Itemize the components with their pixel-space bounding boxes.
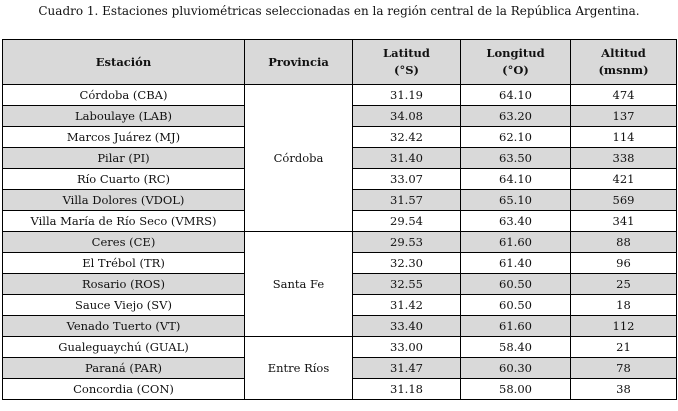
header-altitud <box>571 40 677 85</box>
table-row <box>3 337 677 358</box>
cell-altitud: 96 <box>571 253 677 274</box>
table-body <box>3 85 677 400</box>
cell-longitud: 64.10 <box>461 85 571 106</box>
cell-latitud: 34.08 <box>353 106 461 127</box>
cell-longitud: 61.60 <box>461 232 571 253</box>
header-altitud-unit: (msnm) <box>598 63 649 77</box>
cell-longitud: 65.10 <box>461 190 571 211</box>
cell-latitud: 31.19 <box>353 85 461 106</box>
cell-longitud: 61.60 <box>461 316 571 337</box>
cell-altitud: 88 <box>571 232 677 253</box>
cell-altitud: 338 <box>571 148 677 169</box>
cell-altitud: 38 <box>571 379 677 400</box>
table-caption: Cuadro 1. Estaciones pluviométricas seleccionadas en la región central de la República Argentina. <box>38 4 640 18</box>
cell-estacion: Concordia (CON) <box>3 379 245 400</box>
cell-estacion: Venado Tuerto (VT) <box>3 316 245 337</box>
header-latitud <box>353 40 461 85</box>
header-estacion-label: Estación <box>95 54 152 69</box>
header-row <box>3 40 677 85</box>
cell-longitud: 60.30 <box>461 358 571 379</box>
cell-longitud: 62.10 <box>461 127 571 148</box>
cell-latitud: 32.30 <box>353 253 461 274</box>
cell-altitud: 78 <box>571 358 677 379</box>
cell-longitud: 63.20 <box>461 106 571 127</box>
cell-estacion: Sauce Viejo (SV) <box>3 295 245 316</box>
cell-estacion: Pilar (PI) <box>3 148 245 169</box>
cell-latitud: 32.55 <box>353 274 461 295</box>
cell-longitud: 60.50 <box>461 274 571 295</box>
cell-altitud: 421 <box>571 169 677 190</box>
cell-altitud: 25 <box>571 274 677 295</box>
cell-provincia: Córdoba <box>245 85 353 232</box>
cell-estacion: El Trébol (TR) <box>3 253 245 274</box>
cell-latitud: 33.00 <box>353 337 461 358</box>
header-longitud-label: Longitud <box>486 46 545 60</box>
stations-table <box>2 39 677 400</box>
cell-estacion: Paraná (PAR) <box>3 358 245 379</box>
cell-longitud: 58.40 <box>461 337 571 358</box>
cell-longitud: 63.40 <box>461 211 571 232</box>
cell-latitud: 31.47 <box>353 358 461 379</box>
header-latitud-label: Latitud <box>383 46 430 60</box>
cell-altitud: 569 <box>571 190 677 211</box>
cell-estacion: Ceres (CE) <box>3 232 245 253</box>
header-latitud-unit: (°S) <box>394 63 419 77</box>
header-provincia-label: Provincia <box>268 54 329 69</box>
cell-estacion: Villa María de Río Seco (VMRS) <box>3 211 245 232</box>
cell-estacion: Laboulaye (LAB) <box>3 106 245 127</box>
cell-estacion: Rosario (ROS) <box>3 274 245 295</box>
cell-altitud: 21 <box>571 337 677 358</box>
header-altitud-label: Altitud <box>601 46 646 60</box>
cell-latitud: 31.42 <box>353 295 461 316</box>
cell-altitud: 18 <box>571 295 677 316</box>
cell-estacion: Río Cuarto (RC) <box>3 169 245 190</box>
cell-altitud: 112 <box>571 316 677 337</box>
header-longitud-unit: (°O) <box>502 63 529 77</box>
header-provincia <box>245 40 353 85</box>
cell-estacion: Villa Dolores (VDOL) <box>3 190 245 211</box>
cell-altitud: 137 <box>571 106 677 127</box>
header-estacion <box>3 40 245 85</box>
cell-longitud: 58.00 <box>461 379 571 400</box>
cell-longitud: 64.10 <box>461 169 571 190</box>
cell-latitud: 31.57 <box>353 190 461 211</box>
cell-longitud: 63.50 <box>461 148 571 169</box>
cell-latitud: 33.40 <box>353 316 461 337</box>
table-row <box>3 85 677 106</box>
cell-altitud: 474 <box>571 85 677 106</box>
cell-latitud: 29.54 <box>353 211 461 232</box>
cell-altitud: 114 <box>571 127 677 148</box>
cell-estacion: Gualeguaychú (GUAL) <box>3 337 245 358</box>
cell-latitud: 29.53 <box>353 232 461 253</box>
table-row <box>3 232 677 253</box>
cell-provincia: Santa Fe <box>245 232 353 337</box>
cell-estacion: Córdoba (CBA) <box>3 85 245 106</box>
cell-longitud: 61.40 <box>461 253 571 274</box>
cell-provincia: Entre Ríos <box>245 337 353 400</box>
cell-latitud: 31.18 <box>353 379 461 400</box>
header-longitud <box>461 40 571 85</box>
cell-latitud: 33.07 <box>353 169 461 190</box>
cell-estacion: Marcos Juárez (MJ) <box>3 127 245 148</box>
cell-latitud: 32.42 <box>353 127 461 148</box>
cell-latitud: 31.40 <box>353 148 461 169</box>
cell-longitud: 60.50 <box>461 295 571 316</box>
cell-altitud: 341 <box>571 211 677 232</box>
